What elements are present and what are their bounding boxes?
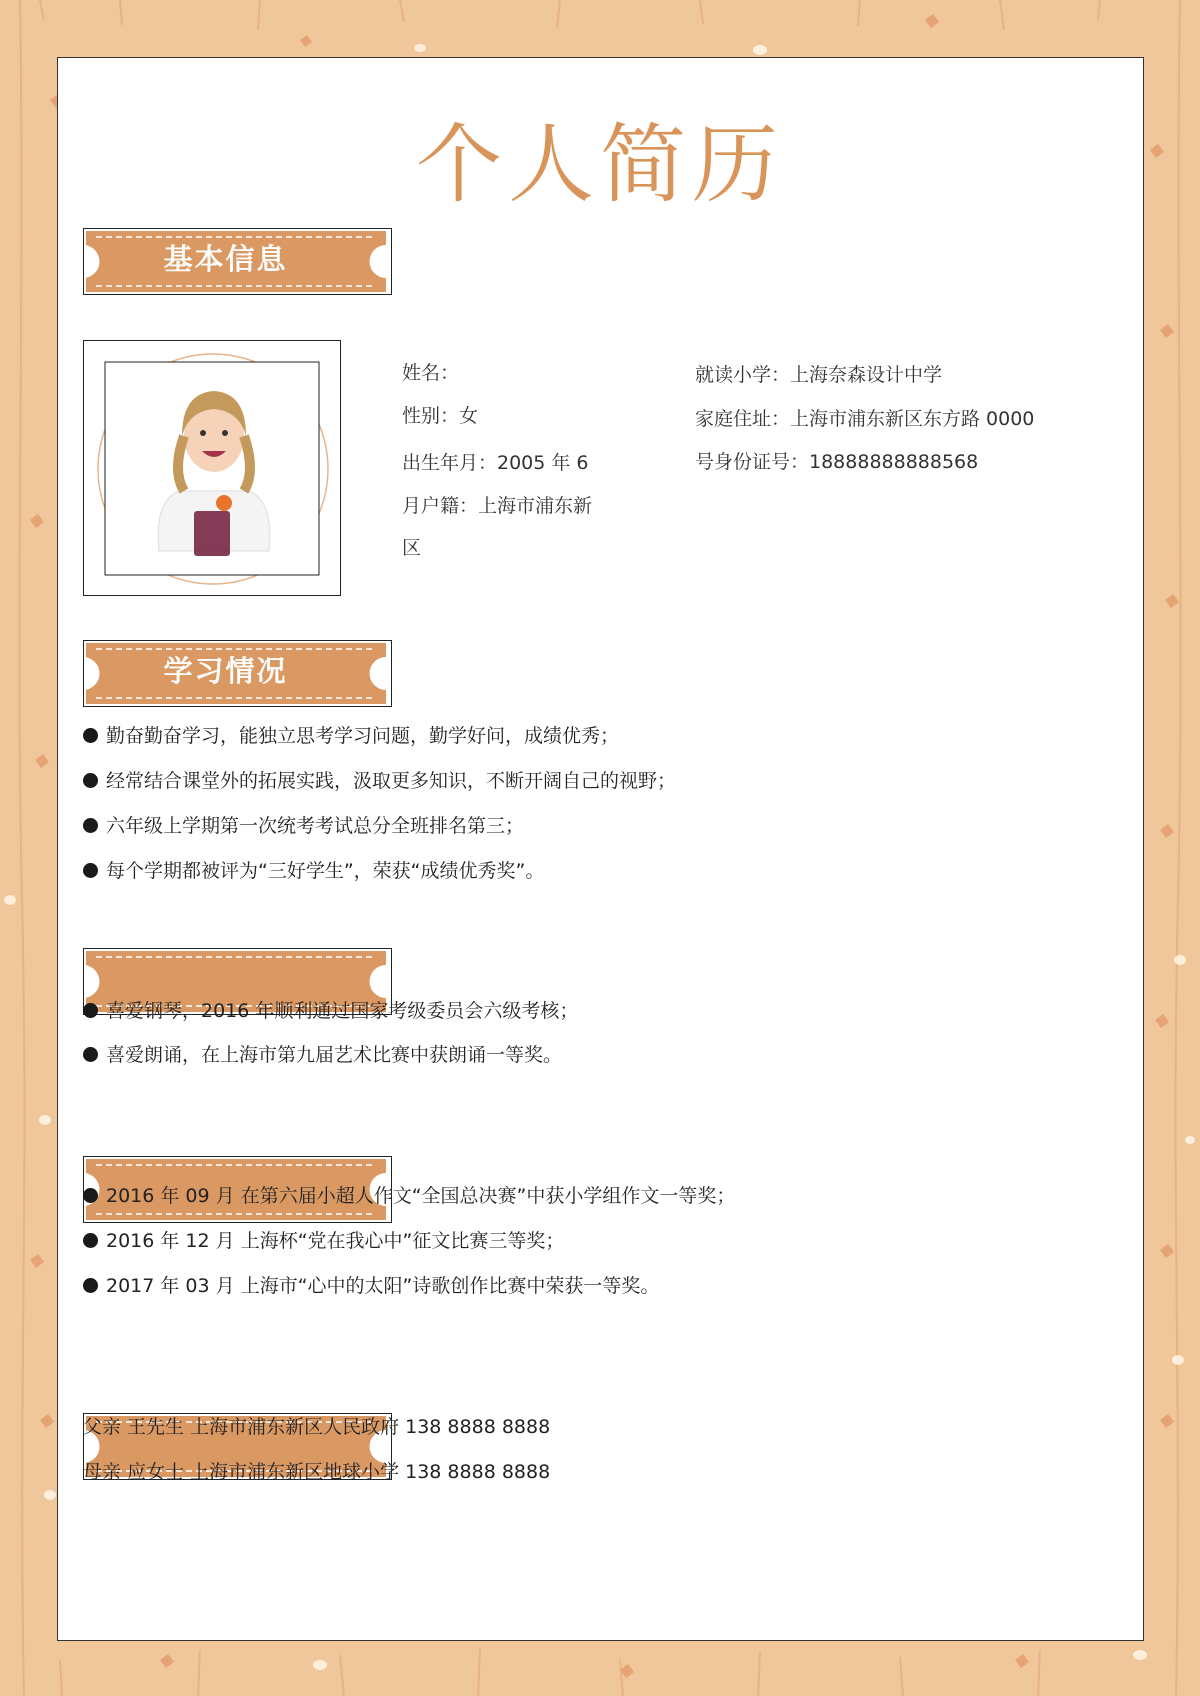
- bullet-icon: [83, 863, 98, 878]
- profile-photo: [84, 341, 340, 595]
- info-gender: 性别：女: [402, 405, 479, 427]
- award-item: 2016 年 12 月 上海杯“党在我心中”征文比赛三等奖；: [83, 1226, 564, 1253]
- section-header-study: [83, 640, 392, 707]
- award-item: 2016 年 09 月 在第六届小超人作文“全国总决赛”中获小学组作文一等奖；: [83, 1181, 735, 1208]
- study-item: 经常结合课堂外的拓展实践，汲取更多知识，不断开阔自己的视野；: [83, 766, 676, 793]
- info-school: 就读小学：上海奈森设计中学: [695, 364, 943, 386]
- study-item: 每个学期都被评为“三好学生”，荣获“成绩优秀奖”。: [83, 856, 544, 883]
- info-name: 姓名：: [402, 362, 460, 384]
- info-hukou-line2: 区: [402, 537, 422, 559]
- bullet-icon: [83, 773, 98, 788]
- page-title: 个人简历: [416, 115, 784, 215]
- info-id: 号身份证号：18888888888568: [695, 451, 979, 473]
- section-title-study: 学习情况: [163, 654, 288, 688]
- info-address: 家庭住址：上海市浦东新区东方路 0000: [695, 408, 1035, 430]
- bullet-icon: [83, 1233, 98, 1248]
- bullet-icon: [83, 1188, 98, 1203]
- section-header-basic: [83, 228, 392, 295]
- bullet-icon: [83, 1278, 98, 1293]
- study-item: 勤奋勤奋学习，能独立思考学习问题，勤学好问，成绩优秀；: [83, 721, 619, 748]
- study-item: 六年级上学期第一次统考考试总分全班排名第三；: [83, 811, 524, 838]
- profile-photo-frame: [83, 340, 341, 596]
- bullet-icon: [83, 728, 98, 743]
- bullet-icon: [83, 1003, 98, 1018]
- family-item: 母亲 应女士 上海市浦东新区地球小学 138 8888 8888: [83, 1461, 551, 1483]
- info-hukou-line1: 月户籍：上海市浦东新: [402, 495, 593, 517]
- bullet-icon: [83, 1047, 98, 1062]
- award-item: 2017 年 03 月 上海市“心中的太阳”诗歌创作比赛中荣获一等奖。: [83, 1271, 659, 1298]
- family-item: 父亲 王先生 上海市浦东新区人民政府 138 8888 8888: [83, 1416, 551, 1438]
- hobby-item: 喜爱朗诵，在上海市第九届艺术比赛中获朗诵一等奖。: [83, 1040, 562, 1067]
- section-title-basic: 基本信息: [163, 242, 288, 276]
- info-birth: 出生年月：2005 年 6: [402, 452, 589, 474]
- hobby-item: 喜爱钢琴，2016 年顺利通过国家考级委员会六级考核；: [83, 996, 578, 1023]
- bullet-icon: [83, 818, 98, 833]
